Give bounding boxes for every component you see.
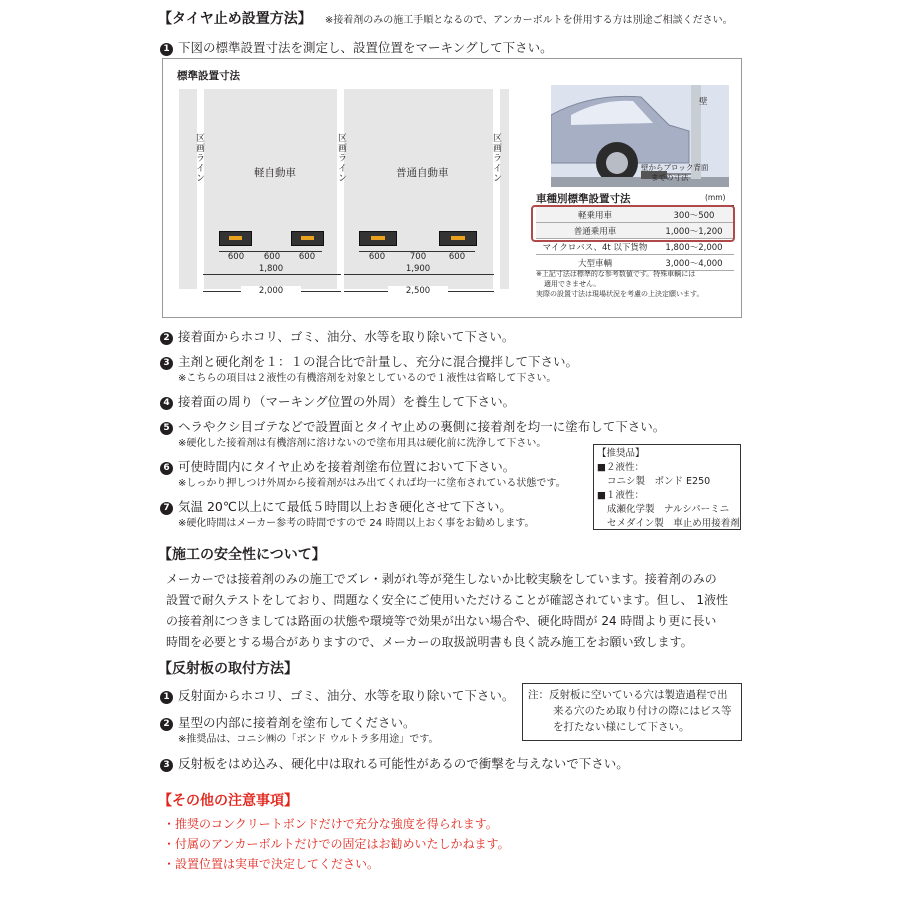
lane-line-left [197,89,204,291]
recommended-line: 成瀬化学製 ナルシパーミニ [607,504,730,515]
safety-title: 【施工の安全性について】 [158,547,326,563]
table-note-line: ※上記寸法は標準的な参考数値です。特殊車輌には [536,270,696,278]
dimension-line [344,274,494,275]
recommended-products-box [593,444,741,530]
standard-dimension-diagram [162,58,742,318]
light-inner-width: 1,800 [241,264,301,274]
vehicle-type: 大型車輌 [536,255,654,271]
step-text: 反射面からホコリ、ゴミ、油分、水等を取り除いて下さい。 [178,688,515,703]
lane-line-middle [337,89,344,291]
step-number: 2 [160,718,173,731]
table-note-line: 適用できません。 [544,280,601,288]
install-step-3 [160,352,578,370]
wall-caption [641,163,708,183]
reflector-note-line: 注：反射板に空いている穴は製造過程で出 [528,689,728,701]
install-step-4 [160,392,515,410]
safety-line: の接着剤につきましては路面の状態や環境等で効果が出ない場合や、硬化時間が 24 時間より更に長い [166,614,717,628]
step-text: ヘラやクシ目ゴテなどで設置面とタイヤ止めの裏側に接着剤を均一に塗布して下さい。 [178,419,666,434]
step-number: 3 [160,759,173,772]
safety-line: 時間を必要とする場合がありますので、メーカーの取扱説明書も良く読み施工をお願い致します。 [166,635,693,649]
other-notes-title: 【その他の注意事項】 [158,793,298,809]
recommended-line: ■１液性： [597,490,644,501]
step-text: 接着面の周り（マーキング位置の外周）を養生して下さい。 [178,394,516,409]
safety-paragraph [166,569,728,653]
step-number: 5 [160,422,173,435]
recommended-line: コニシ製 ボンド E250 [607,476,711,487]
dimension-value: 600 [227,252,245,262]
install-step-1 [160,38,553,56]
step-text: 下図の標準設置寸法を測定し、設置位置をマーキングして下さい。 [178,40,553,55]
reflector-step-1 [160,686,514,704]
install-title-note: ※接着剤のみの施工手順となるので、アンカーボルトを併用する方は別途ご相談ください。 [324,15,733,26]
highlight-frame [531,205,735,242]
recommended-title: 【推奨品】 [597,448,645,459]
table-note-line: 実際の設置寸法は現場状況を考慮の上決定願います。 [536,290,704,298]
step-note: ※硬化した接着剤は有機溶剤に溶けないので塗布用具は硬化前に洗浄して下さい。 [178,438,547,449]
other-notes-list [163,814,510,874]
step-text: 可使時間内にタイヤ止めを接着剤塗布位置において下さい。 [178,459,516,474]
recommended-line: セメダイン製 車止め用接着剤 [607,518,740,529]
vehicle-type: マイクロバス、4t 以下貨物 [536,239,654,255]
dimension-value: 600 [263,252,281,262]
light-outer-width: 2,000 [241,286,301,296]
safety-line: 設置で耐久テストをしており、問題なく安全にご使用いただけることが確認されています。但し、 1液性 [166,593,729,607]
diagram-title: 標準設置寸法 [177,70,240,82]
safety-line: メーカーでは接着剤のみの施工でズレ・剥がれ等が発生しないか比較実験をしています。接着剤のみの [166,572,717,586]
install-step-6 [160,457,515,475]
normal-car-label: 普通自動車 [396,167,449,179]
wall-label: 壁 [699,97,708,107]
step-note: ※硬化時間はメーカー参考の時間ですので 24 時間以上おく事をお勧めします。 [178,518,535,529]
tire-stopper [219,231,252,246]
tire-stopper [359,231,397,246]
reflector-step-3 [160,754,629,772]
lane-line-label: 区画ライン [491,133,501,183]
dimension-value: 600 [448,252,466,262]
light-car-label: 軽自動車 [254,167,296,179]
step-note: ※しっかり押しつけ外周から接着剤がはみ出てくれば均一に塗布されている状態です。 [178,478,566,489]
lane-line-label: 区画ライン [336,133,346,183]
wall-caption-line: 壁からブロック背面 [641,163,709,172]
step-number: 2 [160,332,173,345]
reflector-note-line: 来る穴のため取り付けの際にはビス等 [553,705,732,717]
step-number: 1 [160,691,173,704]
step-note: ※こちらの項目は２液性の有機溶剤を対象としているので１液性は省略して下さい。 [178,373,557,384]
step-number: 6 [160,462,173,475]
step-text: 反射板をはめ込み、硬化中は取れる可能性があるので衝撃を与えないで下さい。 [178,756,629,771]
lane-line-right [493,89,500,291]
dimension-value: 700 [409,252,427,262]
step-number: 3 [160,357,173,370]
vehicle-type: 普通乗用車 [536,223,654,239]
install-step-2 [160,327,514,345]
spec-table-title: 車種別標準設置寸法 [536,193,631,205]
other-note-item: ・設置位置は実車で決定してください。 [163,857,380,871]
vehicle-type: 軽乗用車 [536,207,654,223]
setting-dimension: 300～500 [654,207,734,223]
dimension-line [203,274,341,275]
step-note: ※推奨品は、コニシ㈱の「ボンド ウルトラ多用途」です。 [178,734,439,745]
step-text: 星型の内部に接着剤を塗布してください。 [178,715,416,730]
reflector-title: 【反射板の取付方法】 [158,661,298,677]
spec-table-unit: (mm) [705,193,726,202]
other-note-item: ・付属のアンカーボルトだけでの固定はお勧めいたしかねます。 [163,837,510,851]
dimension-value: 600 [298,252,316,262]
normal-outer-width: 2,500 [388,286,448,296]
step-number: 4 [160,397,173,410]
setting-dimension: 1,000～1,200 [654,223,734,239]
lane-line-label: 区画ライン [194,133,204,183]
wall-caption-line: までの寸法 [651,173,689,182]
dimension-value: 600 [368,252,386,262]
tire-stopper [291,231,324,246]
reflector-note-box [522,683,742,741]
install-step-7 [160,497,512,515]
recommended-line: ■２液性： [597,462,644,473]
other-note-item: ・推奨のコンクリートボンドだけで充分な強度を得られます。 [163,817,498,831]
reflector-note-line: を打たない様にして下さい。 [553,721,690,733]
install-section-header [158,8,733,28]
setting-dimension: 1,800～2,000 [654,239,734,255]
step-number: 1 [160,43,173,56]
install-step-5 [160,417,665,435]
tire-stopper [439,231,477,246]
step-text: 気温 20℃以上にて最低５時間以上おき硬化させて下さい。 [178,499,512,514]
setting-dimension: 3,000～4,000 [654,255,734,271]
reflector-step-2 [160,713,416,731]
step-number: 7 [160,502,173,515]
step-text: 主剤と硬化剤を１：１の混合比で計量し、充分に混合攪拌して下さい。 [178,354,579,369]
spec-table-notes [536,269,703,299]
install-title: 【タイヤ止め設置方法】 [158,11,312,27]
normal-inner-width: 1,900 [388,264,448,274]
step-text: 接着面からホコリ、ゴミ、油分、水等を取り除いて下さい。 [178,329,515,344]
